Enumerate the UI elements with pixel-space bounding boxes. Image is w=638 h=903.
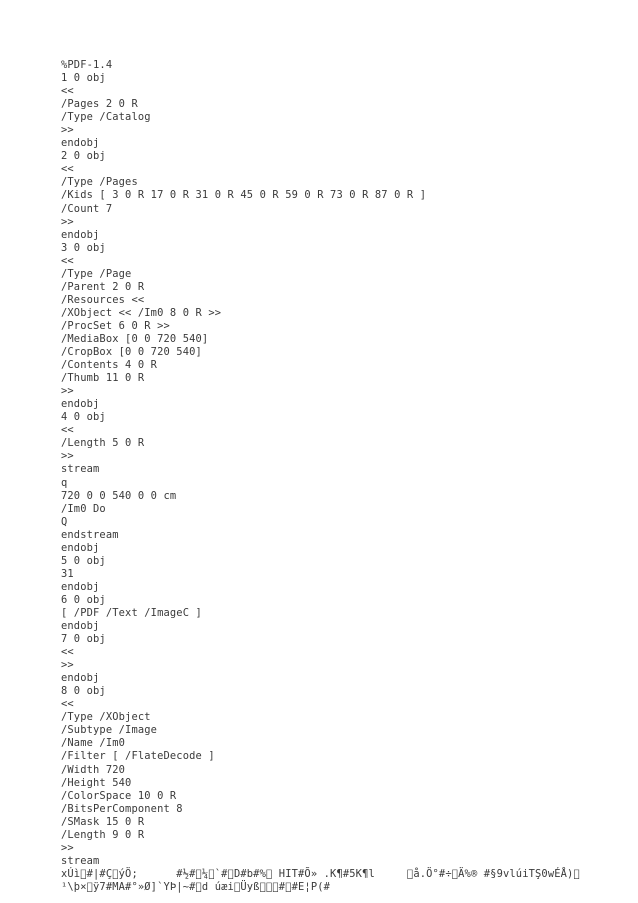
source-line: <<	[61, 698, 74, 711]
source-line: /Width 720	[61, 763, 126, 776]
source-line: /Thumb 11 0 R	[61, 372, 145, 385]
source-line: >>	[61, 450, 74, 463]
source-line: /MediaBox [0 0 720 540]	[61, 332, 209, 345]
source-line: 4 0 obj	[61, 411, 106, 424]
source-line: q	[61, 476, 68, 489]
source-line: <<	[61, 424, 74, 437]
source-line: /SMask 15 0 R	[61, 815, 145, 828]
source-line: /Parent 2 0 R	[61, 280, 145, 293]
source-line: /Height 540	[61, 776, 132, 789]
source-line: 2 0 obj	[61, 150, 106, 163]
source-line: 1 0 obj	[61, 72, 106, 85]
source-line: ¹\þ× ÿ7#MA#°»Ø]`YÞ|~# d úæi Üyß   # #E¦P(#	[61, 880, 331, 893]
source-line: <<	[61, 254, 74, 267]
source-line: xÚì #|#Ç ýÖ; #½# ¼ `# D#b#%  HIT#Õ» .K¶#5K¶l  å.Ö°#÷ Ä%® #§9vlúiTŞ0wÉÅ) 	[61, 867, 580, 880]
source-line: /Subtype /Image	[61, 724, 158, 737]
source-line: >>	[61, 385, 74, 398]
source-line: endobj	[61, 541, 100, 554]
source-line: /Resources <<	[61, 293, 145, 306]
source-line: /ProcSet 6 0 R >>	[61, 319, 170, 332]
source-line: /Type /Pages	[61, 176, 138, 189]
source-line: endobj	[61, 620, 100, 633]
source-line: 7 0 obj	[61, 633, 106, 646]
source-line: endstream	[61, 528, 119, 541]
source-line: endobj	[61, 672, 100, 685]
source-line: /Contents 4 0 R	[61, 359, 158, 372]
source-line: Q	[61, 515, 68, 528]
source-line: /Name /Im0	[61, 737, 126, 750]
source-line: /Count 7	[61, 202, 113, 215]
source-line: /Length 9 0 R	[61, 828, 145, 841]
source-line: <<	[61, 85, 74, 98]
source-line: /Type /XObject	[61, 711, 151, 724]
source-line: /Length 5 0 R	[61, 437, 145, 450]
source-line: stream	[61, 463, 100, 476]
pdf-source-text	[61, 59, 618, 894]
source-line: [ /PDF /Text /ImageC ]	[61, 606, 202, 619]
source-line: /Type /Catalog	[61, 111, 151, 124]
source-line: <<	[61, 163, 74, 176]
source-line: >>	[61, 841, 74, 854]
source-line: /Im0 Do	[61, 502, 106, 515]
source-line: 5 0 obj	[61, 554, 106, 567]
source-line: 720 0 0 540 0 0 cm	[61, 489, 177, 502]
source-line: <<	[61, 646, 74, 659]
source-line: /XObject << /Im0 8 0 R >>	[61, 306, 222, 319]
source-line: /Pages 2 0 R	[61, 98, 138, 111]
source-line: stream	[61, 854, 100, 867]
source-line: /Type /Page	[61, 267, 132, 280]
source-line: endobj	[61, 398, 100, 411]
source-line: /Filter [ /FlateDecode ]	[61, 750, 215, 763]
source-line: /Kids [ 3 0 R 17 0 R 31 0 R 45 0 R 59 0 R 73 0 R 87 0 R ]	[61, 189, 427, 202]
source-line: 6 0 obj	[61, 593, 106, 606]
source-line: /ColorSpace 10 0 R	[61, 789, 177, 802]
source-line: 31	[61, 567, 74, 580]
source-line: endobj	[61, 228, 100, 241]
source-line: >>	[61, 659, 74, 672]
source-line: endobj	[61, 580, 100, 593]
source-line: endobj	[61, 137, 100, 150]
source-line: >>	[61, 215, 74, 228]
source-line: 3 0 obj	[61, 241, 106, 254]
source-line: >>	[61, 124, 74, 137]
source-line: /BitsPerComponent 8	[61, 802, 183, 815]
source-line: /CropBox [0 0 720 540]	[61, 346, 202, 359]
source-line: %PDF-1.4	[61, 59, 113, 71]
source-line: 8 0 obj	[61, 685, 106, 698]
